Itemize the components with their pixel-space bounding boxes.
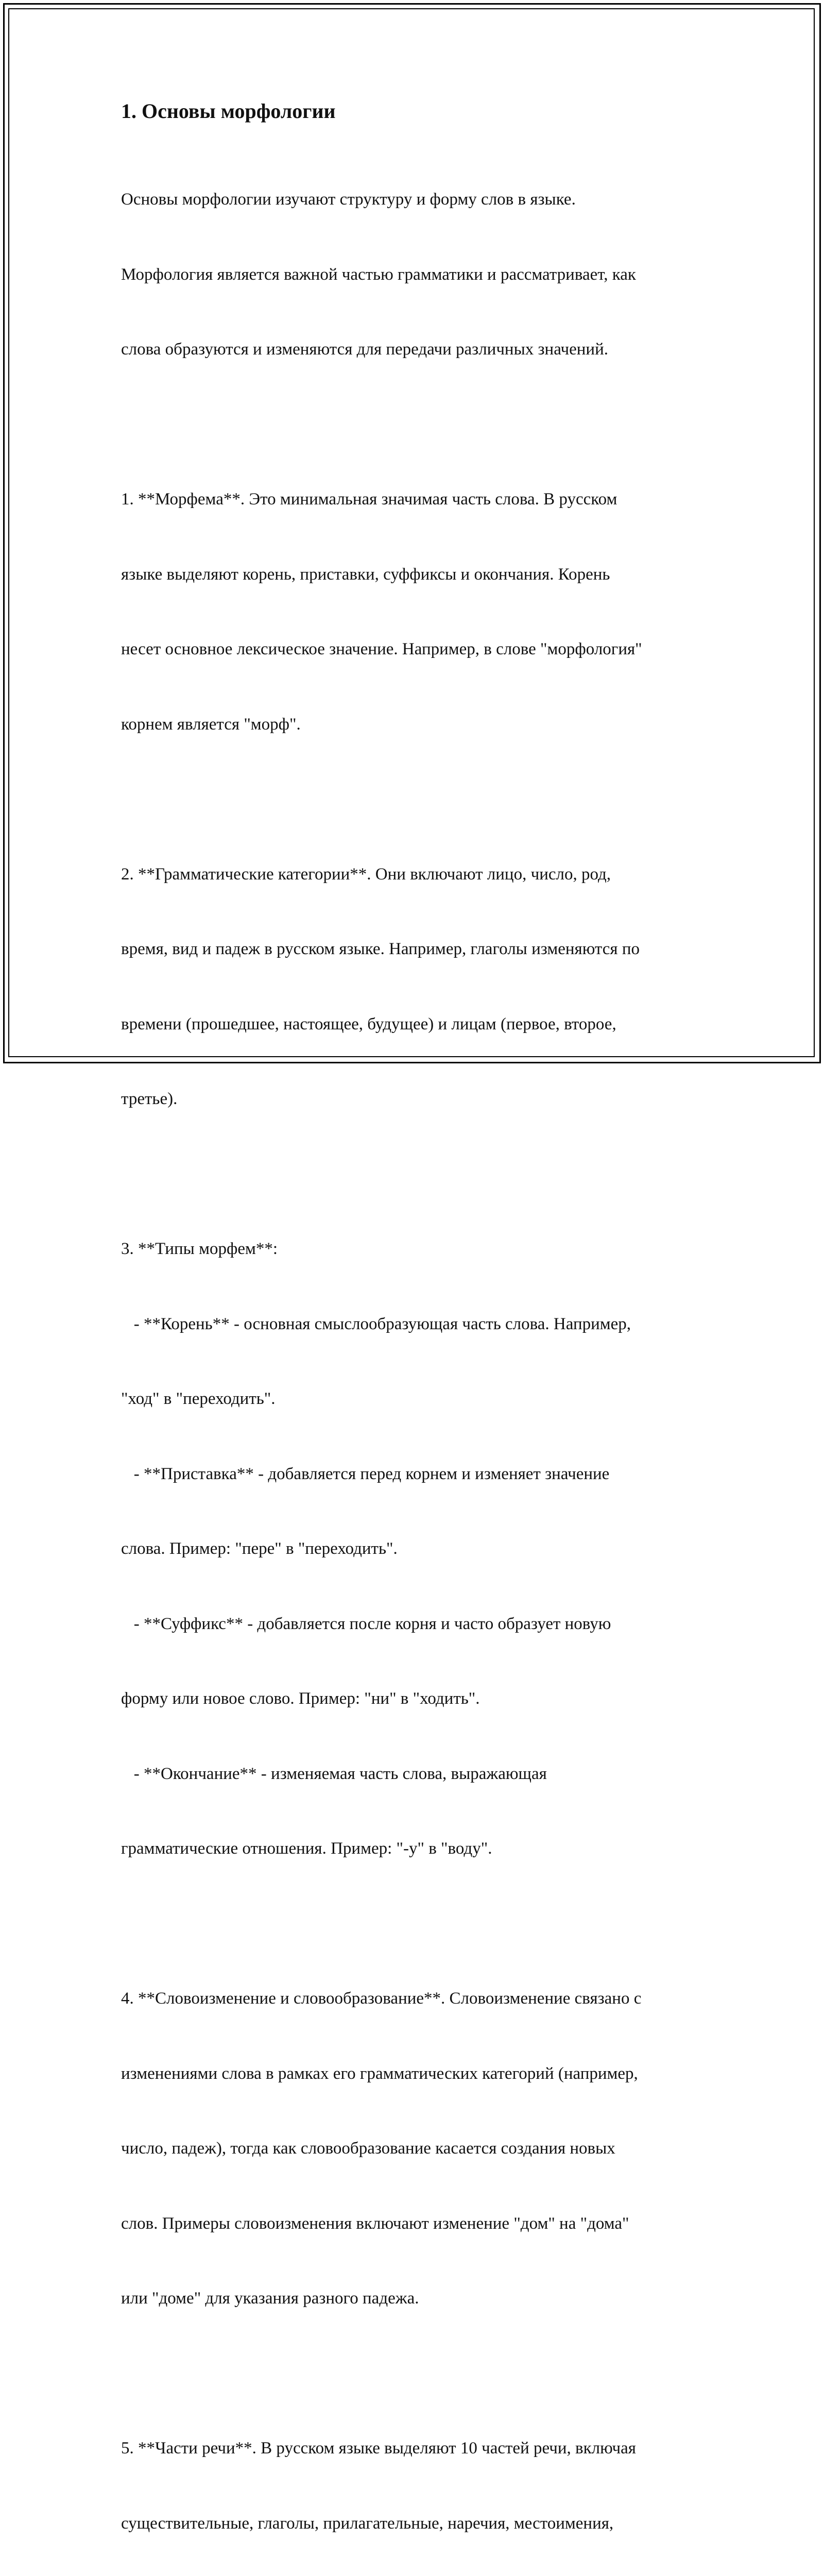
- text-line: - **Окончание** - изменяемая часть слова, выражающая: [121, 1764, 547, 1783]
- text-line: грамматические отношения. Пример: "-у" в "воду".: [121, 1839, 492, 1858]
- text-line: число, падеж), тогда как словообразование касается создания новых: [121, 2139, 615, 2158]
- text-line: 3. **Типы морфем**:: [121, 1240, 278, 1258]
- text-line: изменениями слова в рамках его грамматических категорий (например,: [121, 2064, 638, 2083]
- text-line: форму или новое слово. Пример: "ни" в "ходить".: [121, 1689, 480, 1708]
- text-line: 5. **Части речи**. В русском языке выделяют 10 частей речи, включая: [121, 2439, 636, 2458]
- paragraph-grammatical-categories: [121, 812, 708, 1162]
- paragraph-morpheme: [121, 437, 708, 787]
- text-line: языке выделяют корень, приставки, суффиксы и окончания. Корень: [121, 565, 610, 584]
- text-line: - **Приставка** - добавляется перед корнем и изменяет значение: [121, 1464, 610, 1483]
- text-line: Морфология является важной частью грамматики и рассматривает, как: [121, 265, 636, 284]
- text-line: - **Корень** - основная смыслообразующая часть слова. Например,: [121, 1314, 631, 1333]
- text-line: слов. Примеры словоизменения включают изменение "дом" на "дома": [121, 2214, 629, 2233]
- paragraph-intro: [121, 137, 708, 412]
- text-line: 2. **Грамматические категории**. Они включают лицо, число, род,: [121, 865, 611, 884]
- text-line: слова образуются и изменяются для передачи различных значений.: [121, 340, 608, 359]
- document-body: [121, 96, 708, 2576]
- text-line: время, вид и падеж в русском языке. Например, глаголы изменяются по: [121, 940, 640, 958]
- text-line: времени (прошедшее, настоящее, будущее) и лицам (первое, второе,: [121, 1014, 616, 1033]
- paragraph-inflection-derivation: [121, 1936, 708, 2361]
- text-line: несет основное лексическое значение. Например, в слове "морфология": [121, 640, 642, 658]
- text-line: - **Суффикс** - добавляется после корня и часто образует новую: [121, 1614, 611, 1633]
- text-line: третье).: [121, 1090, 178, 1108]
- paragraph-morpheme-types: [121, 1187, 708, 1911]
- text-line: слова. Пример: "пере" в "переходить".: [121, 1539, 398, 1558]
- text-line: Основы морфологии изучают структуру и форму слов в языке.: [121, 190, 576, 209]
- text-line: 4. **Словоизменение и словообразование**. Словоизменение связано с: [121, 1989, 642, 2008]
- section-title: 1. Основы морфологии: [121, 99, 336, 123]
- text-line: существительные, глаголы, прилагательные, наречия, местоимения,: [121, 2514, 614, 2533]
- text-line: 1. **Морфема**. Это минимальная значимая часть слова. В русском: [121, 490, 617, 509]
- paragraph-parts-of-speech: [121, 2386, 708, 2576]
- text-line: "ход" в "переходить".: [121, 1389, 276, 1408]
- text-line: или "доме" для указания разного падежа.: [121, 2289, 419, 2308]
- text-line: корнем является "морф".: [121, 715, 301, 734]
